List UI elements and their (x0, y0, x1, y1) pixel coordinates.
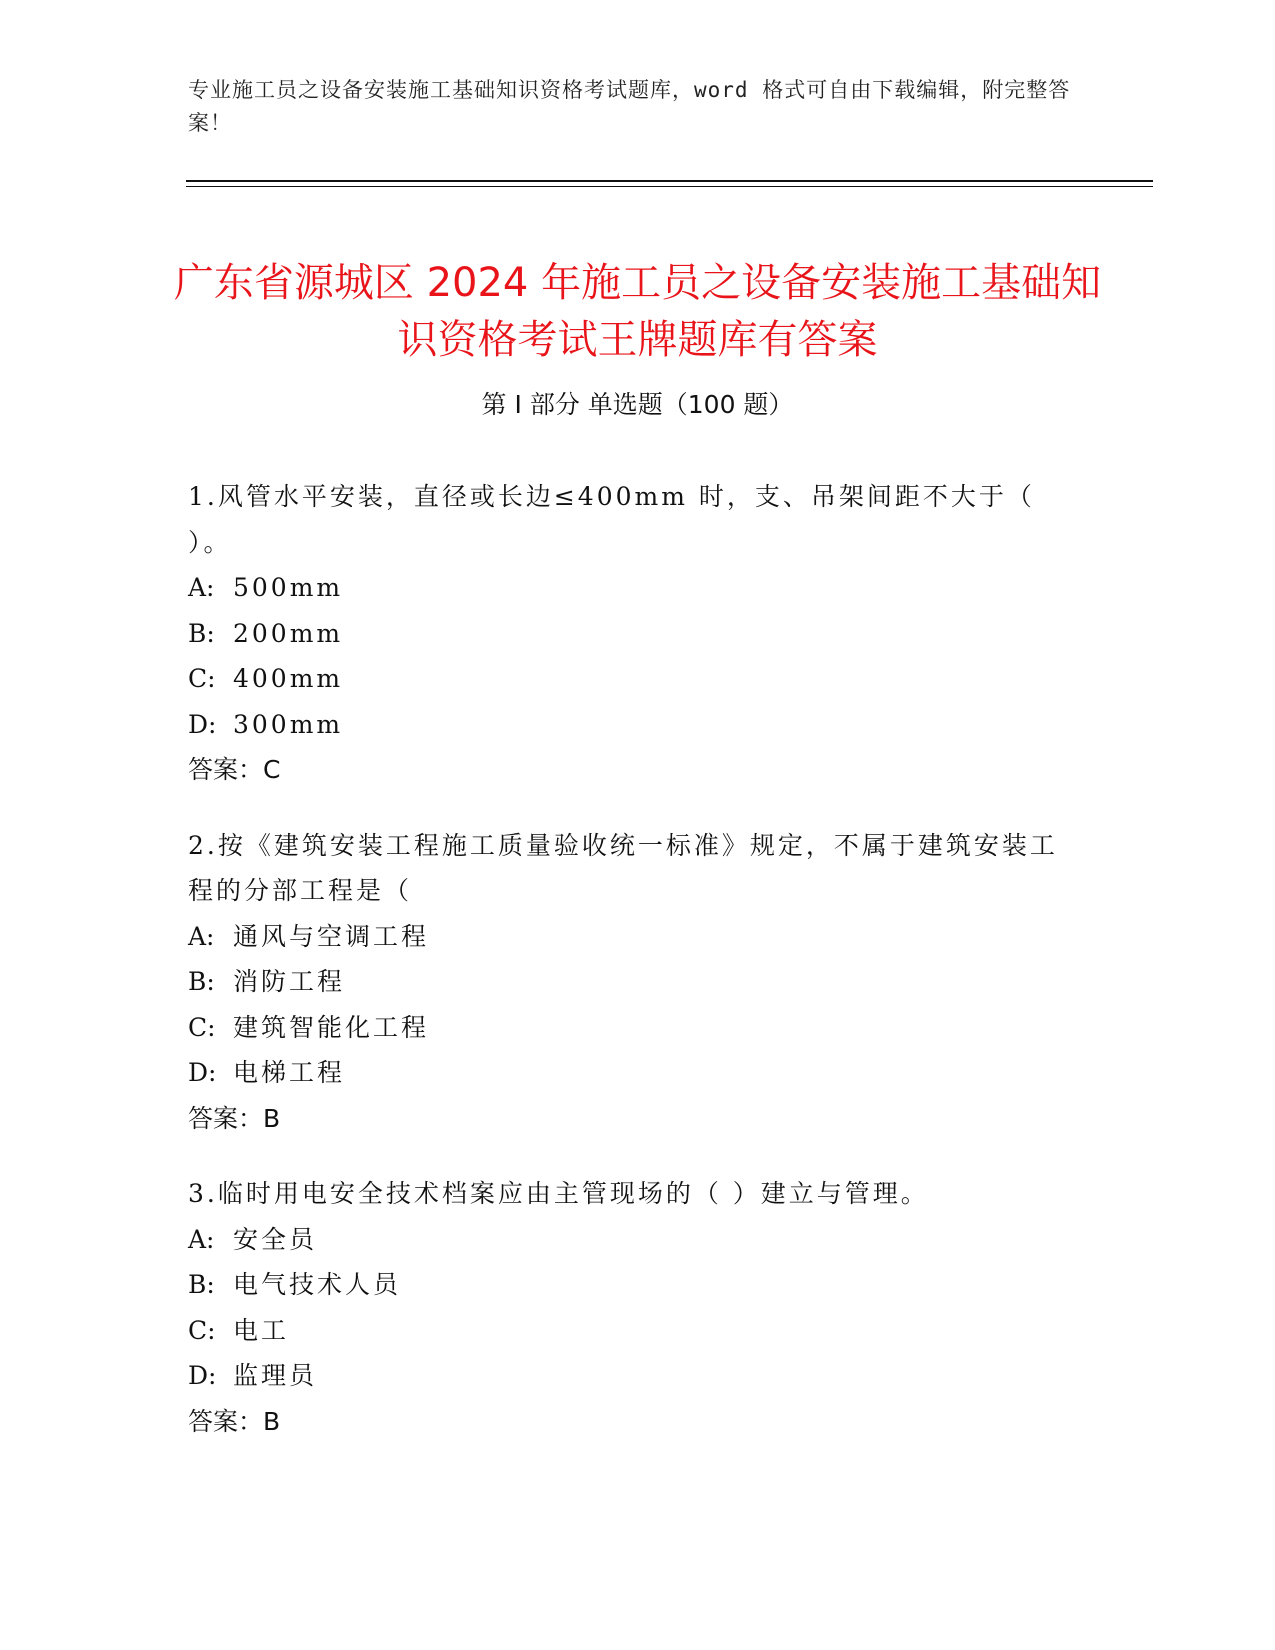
option-letter: C: (188, 664, 216, 693)
header-divider-thick (186, 180, 1153, 182)
option-letter: B: (188, 618, 215, 648)
option-d (188, 702, 1068, 748)
option-text: 消防工程 (233, 967, 346, 996)
header-note: 专业施工员之设备安装施工基础知识资格考试题库，word 格式可自由下载编辑，附完整答案！ (188, 78, 1071, 135)
option-text: 通风与空调工程 (233, 921, 430, 951)
question-text: 2.按《建筑安装工程施工质量验收统一标准》规定，不属于建筑安装工程的分部工程是（ (188, 830, 1058, 905)
option-letter: A: (188, 573, 215, 602)
answer: 答案：B (188, 1103, 281, 1133)
option-c (188, 656, 1068, 702)
option-letter: D: (188, 1361, 217, 1390)
option-text: 建筑智能化工程 (233, 1012, 430, 1042)
option-d (188, 1050, 1068, 1096)
answer: 答案：C (188, 755, 281, 784)
option-text: 安全员 (233, 1224, 318, 1254)
option-a (188, 565, 1068, 611)
option-letter: B: (188, 967, 215, 996)
question-1 (188, 474, 1068, 793)
option-letter: C: (188, 1315, 216, 1345)
answer: 答案：B (188, 1406, 281, 1436)
option-letter: D: (188, 1058, 217, 1087)
option-c (188, 1005, 1068, 1051)
option-letter: A: (188, 921, 215, 951)
option-c (188, 1308, 1068, 1354)
option-b (188, 1262, 1068, 1308)
option-text: 监理员 (233, 1361, 318, 1390)
section-title: 第 I 部分 单选题（100 题） (481, 390, 794, 419)
option-letter: C: (188, 1012, 216, 1042)
header-divider-thin (186, 186, 1153, 187)
option-text: 电梯工程 (233, 1058, 346, 1087)
option-b (188, 611, 1068, 657)
question-3 (188, 1171, 1068, 1444)
option-text: 200mm (233, 618, 344, 648)
option-letter: B: (188, 1270, 215, 1299)
question-list (188, 474, 1068, 1474)
option-a (188, 1217, 1068, 1263)
option-text: 300mm (233, 709, 344, 739)
question-2 (188, 823, 1068, 1142)
option-letter: D: (188, 709, 217, 739)
question-text: 1.风管水平安装，直径或长边≤400mm 时，支、吊架间距不大于（ ）。 (188, 482, 1035, 557)
option-text: 电工 (233, 1315, 290, 1345)
option-d (188, 1353, 1068, 1399)
option-letter: A: (188, 1224, 215, 1254)
option-a (188, 914, 1068, 960)
option-text: 电气技术人员 (233, 1270, 402, 1299)
option-b (188, 959, 1068, 1005)
option-text: 400mm (233, 664, 344, 693)
option-text: 500mm (233, 573, 344, 602)
question-text: 3.临时用电安全技术档案应由主管现场的（ ）建立与管理。 (188, 1179, 929, 1208)
document-title: 广东省源城区 2024 年施工员之设备安装施工基础知识资格考试王牌题库有答案 (173, 259, 1102, 363)
